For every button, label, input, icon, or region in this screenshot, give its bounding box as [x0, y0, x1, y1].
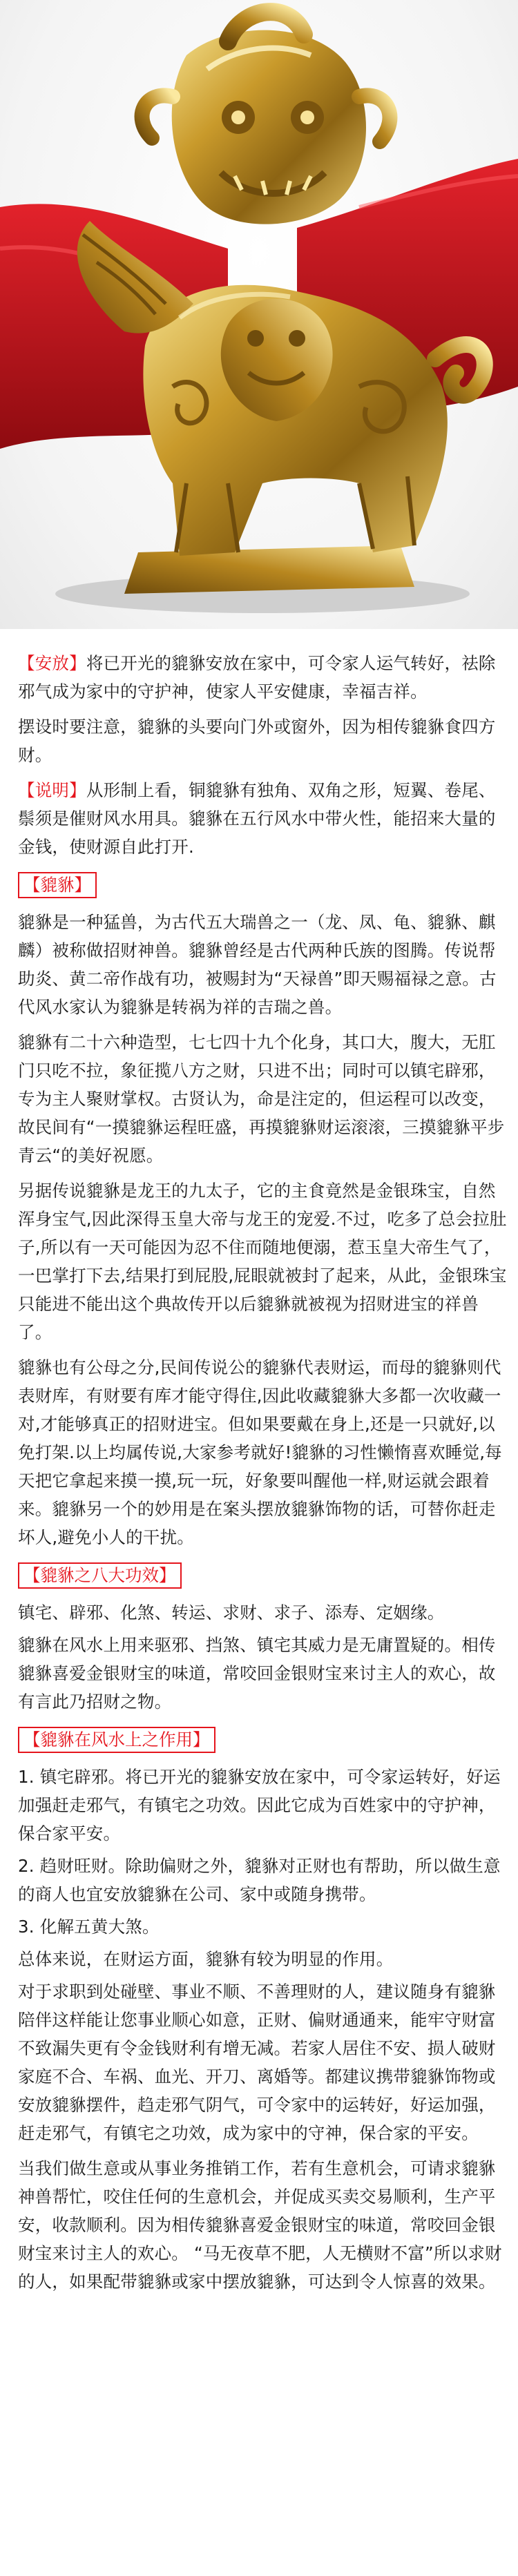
description-text: 从形制上看，铜貔貅有独角、双角之形，短翼、卷尾、鬃须是催财风水用具。貔貅在五行风水中带火性，能招来大量的金钱，使财源自此打开. — [18, 780, 496, 857]
paragraph-eight-effects-desc: 貔貅在风水上用来驱邪、挡煞、镇宅其威力是无庸置疑的。相传貔貅喜爱金银财宝的味道，常咬回金银财宝来讨主人的欢心，故有言此乃招财之物。 — [18, 1635, 496, 1712]
section-heading-pixiu: 【貔貅】 — [18, 872, 97, 898]
paragraph-pixiu-legend: 另据传说貔貅是龙王的九太子，它的主食竟然是金银珠宝，自然浑身宝气,因此深得玉皇大帝与龙王的宠爱.不过，吃多了总会拉肚子,所以有一天可能因为忍不住而随地便溺，惹玉皇大帝生气了，一巴掌打下去,结果打到屁股,屁眼就被封了起来，从此，金银珠宝只能进不能出这个典故传开以后貔貅就被视为招财进宝的祥兽了。 — [18, 1181, 507, 1342]
paragraph-description — [18, 776, 507, 861]
paragraph-business-advice: 当我们做生意或从事业务推销工作，若有生意机会，可请求貔貅神兽帮忙，咬住任何的生意机会，并促成买卖交易顺利，生产平安，收款顺利。因为相传貔貅喜爱金银财宝的味道，常咬回金银财宝来讨主人的欢心。 “马无夜草不肥，人无横财不富”所以求财的人，如果配带貔貅或家中摆放貔貅，可达到令人惊喜的效果。 — [18, 2158, 502, 2292]
product-photo — [0, 0, 518, 629]
tag-description: 【说明】 — [18, 780, 86, 800]
paragraph-role-2: 2. 趋财旺财。除助偏财之外，貔貅对正财也有帮助，所以做生意的商人也宜安放貔貅在公司、家中或随身携带。 — [18, 1856, 501, 1904]
paragraph-placement-note: 摆设时要注意，貔貅的头要向门外或窗外，因为相传貔貅食四方财。 — [18, 717, 496, 765]
section-heading-eight-effects: 【貔貅之八大功效】 — [18, 1562, 182, 1589]
paragraph-summary: 总体来说，在财运方面，貔貅有较为明显的作用。 — [18, 1949, 394, 1969]
paragraph-placement — [18, 649, 507, 706]
paragraph-pixiu-gender: 貔貅也有公母之分,民间传说公的貔貅代表财运，而母的貔貅则代表财库，有财要有库才能守得住,因此收藏貔貅大多都一次收藏一对,才能够真正的招财进宝。但如果要戴在身上,还是一只就好,以免打架.以上均属传说,大家参考就好!貔貅的习性懒惰喜欢睡觉,每天把它拿起来摸一摸,玩一玩，好象要叫醒他一样,财运就会跟着来。貔貅另一个的妙用是在案头摆放貔貅饰物的话，可替你赶走坏人,避免小人的干扰。 — [18, 1357, 502, 1547]
paragraph-career-advice: 对于求职到处碰壁、事业不顺、不善理财的人，建议随身有貔貅陪伴这样能让您事业顺心如意，正财、偏财通通来，能牢守财富不致漏失更有令金钱财利有增无减。若家人居住不安、损人破财家庭不合、车祸、血光、开刀、离婚等。都建议携带貔貅饰物或安放貔貅摆件，趋走邪气阴气，可令家中的运转好，好运加强，赶走邪气，有镇宅之功效，成为家中的守神，保合家的平安。 — [18, 1982, 496, 2143]
article-body — [18, 649, 507, 2303]
paragraph-eight-effects-list: 镇宅、辟邪、化煞、转运、求财、求子、添寿、定姻缘。 — [18, 1602, 445, 1623]
paragraph-role-1: 1. 镇宅辟邪。将已开光的貔貅安放在家中，可令家运转好，好运加强赶走邪气，有镇宅之功效。因此它成为百姓家中的守护神，保合家平安。 — [18, 1767, 501, 1843]
tag-placement: 【安放】 — [18, 653, 86, 673]
pixiu-statue-image — [0, 0, 518, 629]
placement-text: 将已开光的貔貅安放在家中，可令家人运气转好，祛除邪气成为家中的守护神，使家人平安健康，幸福吉祥。 — [18, 653, 496, 701]
section-heading-fengshui-role: 【貔貅在风水上之作用】 — [18, 1727, 215, 1753]
paragraph-pixiu-forms: 貔貅有二十六种造型，七七四十九个化身，其口大，腹大，无肛门只吃不拉，象征揽八方之财，只进不出；同时可以镇宅辟邪，专为主人聚财掌权。古贤认为，命是注定的，但运程可以改变，故民间有“一摸貔貅运程旺盛，再摸貔貅财运滚滚，三摸貔貅平步青云“的美好祝愿。 — [18, 1032, 505, 1165]
paragraph-role-3: 3. 化解五黄大煞。 — [18, 1917, 160, 1937]
paragraph-pixiu-intro: 貔貅是一种猛兽，为古代五大瑞兽之一（龙、凤、龟、貔貅、麒麟）被称做招财神兽。貔貅曾经是古代两种氏族的图腾。传说帮助炎、黄二帝作战有功，被赐封为“天禄兽”即天赐福禄之意。古代风水家认为貔貅是转祸为祥的吉瑞之兽。 — [18, 912, 497, 1017]
